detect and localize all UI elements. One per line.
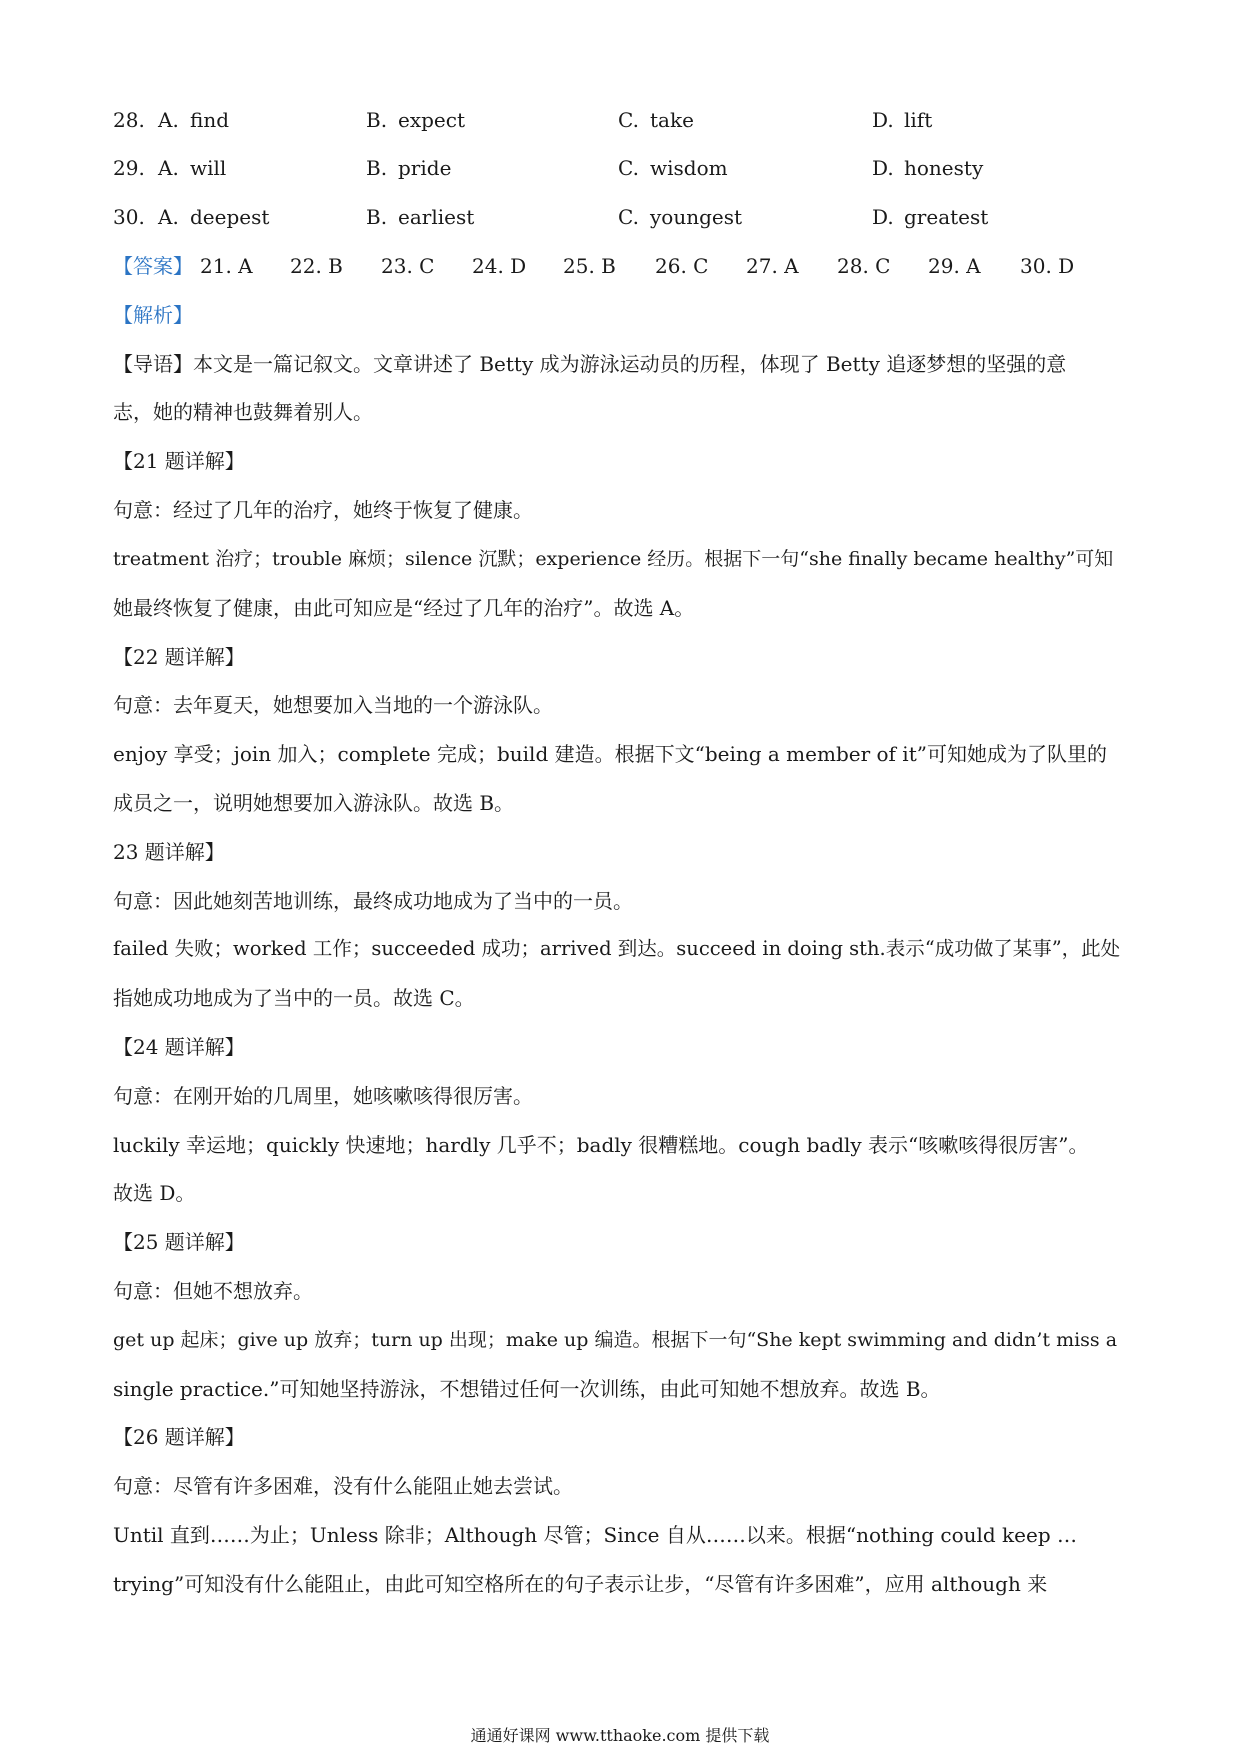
option-c: C. youngest bbox=[618, 205, 743, 229]
section-heading: 【22 题详解】 bbox=[113, 645, 245, 669]
text-line: 句意：去年夏天，她想要加入当地的一个游泳队。 bbox=[113, 693, 553, 717]
option-c: C. take bbox=[618, 108, 694, 132]
text-line: 成员之一，说明她想要加入游泳队。故选 B。 bbox=[113, 791, 515, 815]
answer-item: 21. A bbox=[200, 254, 253, 278]
footer-credit: 通通好课网 www.tthaoke.com 提供下载 bbox=[470, 1726, 770, 1745]
answer-item: 28. C bbox=[837, 254, 891, 278]
answer-item: 24. D bbox=[472, 254, 527, 278]
text-line: treatment 治疗；trouble 麻烦；silence 沉默；experience 经历。根据下一句“she finally became healthy”可知 bbox=[113, 548, 1114, 570]
answer-item: 25. B bbox=[563, 254, 616, 278]
answer-item: 27. A bbox=[746, 254, 799, 278]
question-number: 28. bbox=[113, 108, 145, 132]
text-line: get up 起床；give up 放弃；turn up 出现；make up 编造。根据下一句“She kept swimming and didn’t miss a bbox=[113, 1329, 1118, 1351]
text-line: 句意：经过了几年的治疗，她终于恢复了健康。 bbox=[113, 498, 533, 522]
text-line: single practice.”可知她坚持游泳，不想错过任何一次训练，由此可知她不想放弃。故选 B。 bbox=[113, 1377, 941, 1401]
option-d: D. greatest bbox=[872, 205, 989, 229]
answer-item: 26. C bbox=[655, 254, 709, 278]
answer-line bbox=[113, 246, 1133, 286]
text-line: trying”可知没有什么能阻止，由此可知空格所在的句子表示让步，“尽管有许多困难”，应用 although 来 bbox=[113, 1572, 1048, 1596]
option-b: B. earliest bbox=[366, 205, 475, 229]
option-b: B. pride bbox=[366, 156, 452, 180]
answer-item: 22. B bbox=[290, 254, 343, 278]
text-line: failed 失败；worked 工作；succeeded 成功；arrived 到达。succeed in doing sth.表示“成功做了某事”，此处 bbox=[113, 937, 1121, 960]
text-line: 指她成功地成为了当中的一员。故选 C。 bbox=[113, 986, 475, 1010]
option-a: A. will bbox=[158, 156, 227, 180]
option-a: A. deepest bbox=[158, 205, 270, 229]
analysis-label: 【解析】 bbox=[113, 303, 193, 327]
question-number: 30. bbox=[113, 205, 145, 229]
text-line: 句意：因此她刻苦地训练，最终成功地成为了当中的一员。 bbox=[113, 889, 633, 913]
answer-label: 【答案】 bbox=[113, 254, 193, 278]
section-heading: 【25 题详解】 bbox=[113, 1230, 245, 1254]
text-line: 句意：在刚开始的几周里，她咳嗽咳得很厉害。 bbox=[113, 1084, 533, 1108]
text-line: enjoy 享受；join 加入；complete 完成；build 建造。根据下文“being a member of it”可知她成为了队里的 bbox=[113, 742, 1107, 766]
text-line: 故选 D。 bbox=[113, 1181, 196, 1205]
question-number: 29. bbox=[113, 156, 145, 180]
text-line: 句意：尽管有许多困难，没有什么能阻止她去尝试。 bbox=[113, 1474, 573, 1498]
text-line: luckily 幸运地；quickly 快速地；hardly 几乎不；badly 很糟糕地。cough badly 表示“咳嗽咳得很厉害”。 bbox=[113, 1133, 1089, 1157]
text-line: 【导语】本文是一篇记叙文。文章讲述了 Betty 成为游泳运动员的历程，体现了 Betty 追逐梦想的坚强的意 bbox=[113, 352, 1067, 376]
answer-item: 23. C bbox=[381, 254, 435, 278]
option-a: A. find bbox=[158, 108, 230, 132]
option-d: D. honesty bbox=[872, 156, 984, 180]
section-heading: 23 题详解】 bbox=[113, 840, 225, 864]
option-c: C. wisdom bbox=[618, 156, 728, 180]
option-b: B. expect bbox=[366, 108, 465, 132]
section-heading: 【24 题详解】 bbox=[113, 1035, 245, 1059]
option-d: D. lift bbox=[872, 108, 933, 132]
answer-item: 30. D bbox=[1020, 254, 1075, 278]
section-heading: 【26 题详解】 bbox=[113, 1425, 245, 1449]
text-line: 她最终恢复了健康，由此可知应是“经过了几年的治疗”。故选 A。 bbox=[113, 596, 695, 620]
text-line: Until 直到……为止；Unless 除非；Although 尽管；Since 自从……以来。根据“nothing could keep … bbox=[113, 1523, 1078, 1547]
text-line: 句意：但她不想放弃。 bbox=[113, 1279, 313, 1303]
answer-item: 29. A bbox=[928, 254, 981, 278]
section-heading: 【21 题详解】 bbox=[113, 449, 245, 473]
text-line: 志，她的精神也鼓舞着别人。 bbox=[113, 400, 373, 424]
